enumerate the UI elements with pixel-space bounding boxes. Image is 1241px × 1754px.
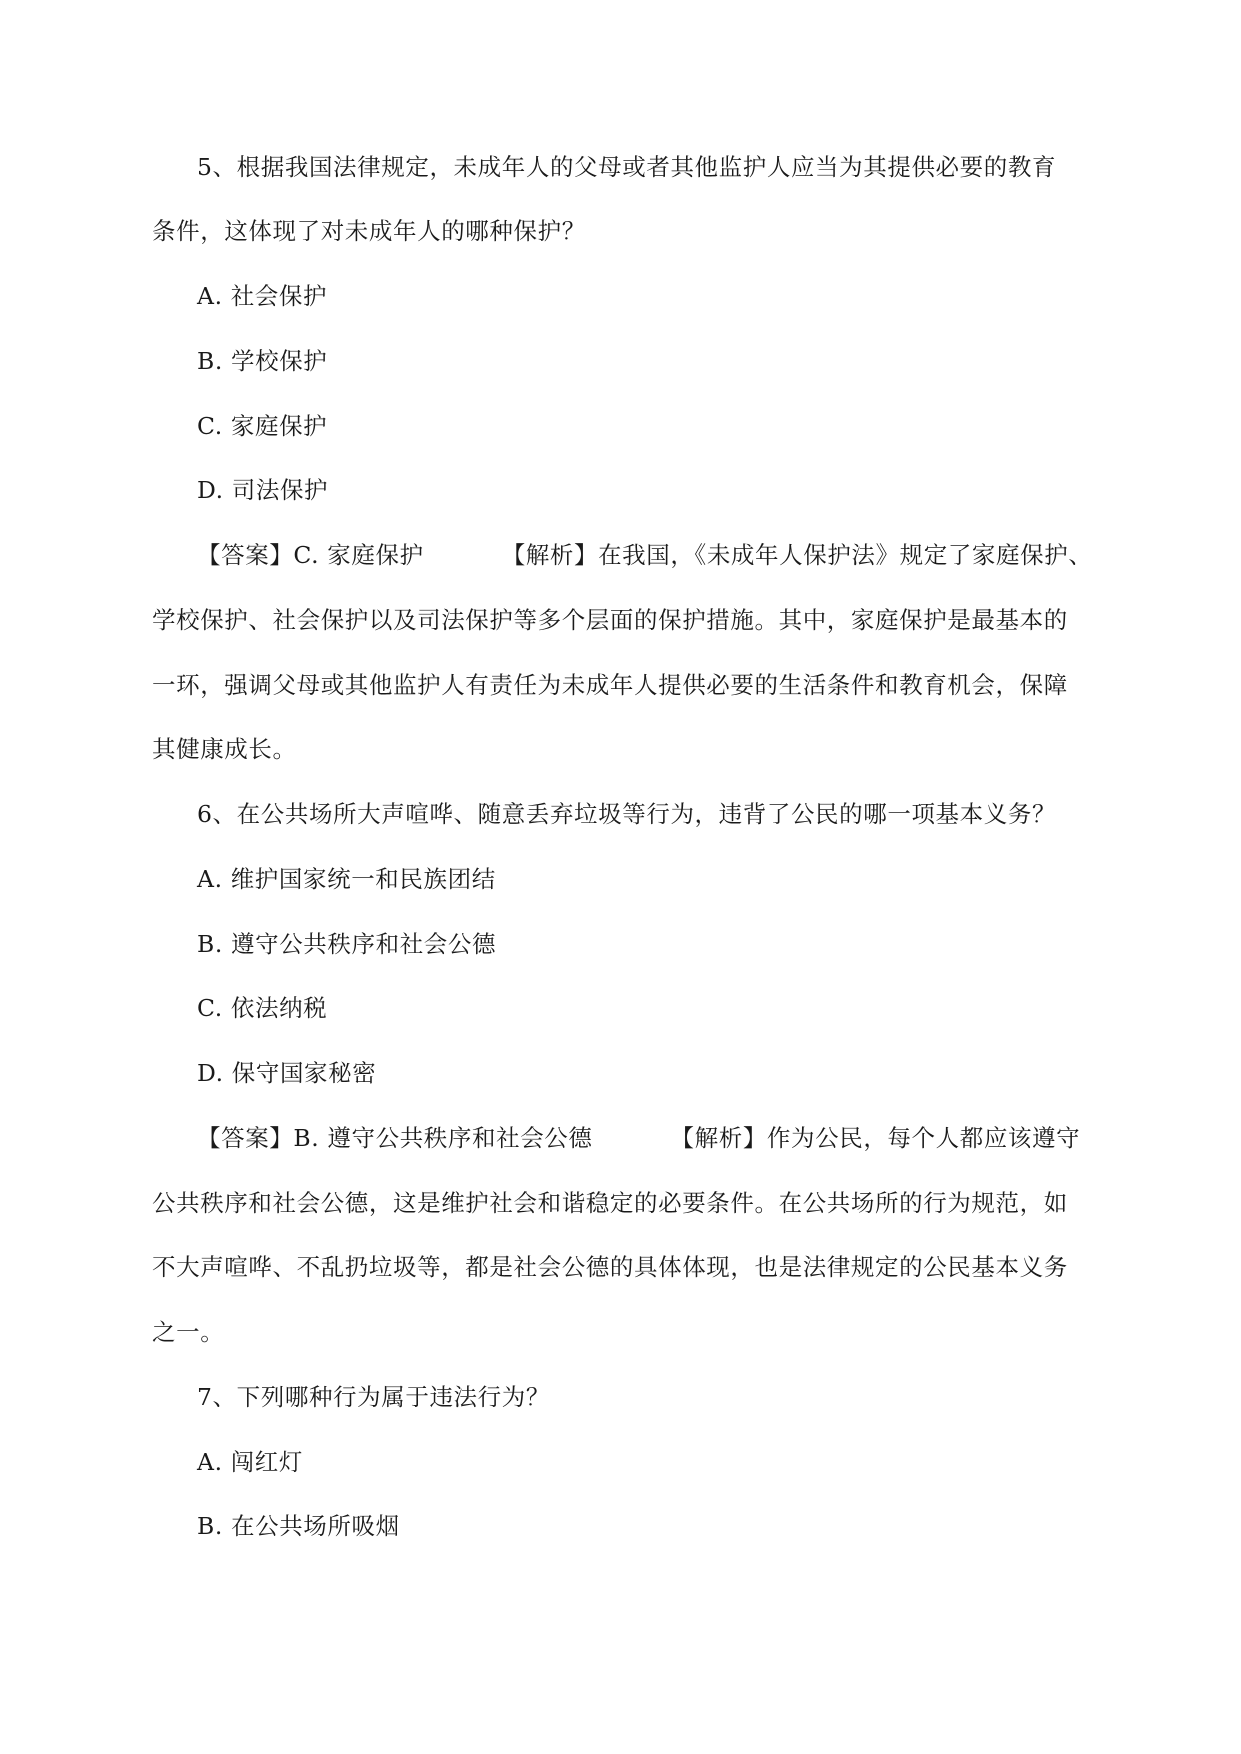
question-5-answer-line <box>197 540 1092 570</box>
question-7-option-a: A. 闯红灯 <box>197 1448 304 1476</box>
question-5-analysis-line-2: 学校保护、社会保护以及司法保护等多个层面的保护措施。其中，家庭保护是最基本的 <box>152 606 1068 634</box>
question-5-option-d: D. 司法保护 <box>197 476 329 504</box>
question-6-option-c: C. 依法纳税 <box>197 994 328 1022</box>
question-6-answer: 【答案】B. 遵守公共秩序和社会公德 <box>197 1124 593 1152</box>
question-5-option-a: A. 社会保护 <box>197 282 328 310</box>
question-5-analysis-line-3: 一环，强调父母或其他监护人有责任为未成年人提供必要的生活条件和教育机会，保障 <box>152 671 1068 699</box>
question-5-analysis-line-1: 【解析】在我国，《未成年人保护法》规定了家庭保护、 <box>501 541 1093 569</box>
question-7-stem-line-1: 7、下列哪种行为属于违法行为？ <box>197 1383 550 1411</box>
question-6-option-b: B. 遵守公共秩序和社会公德 <box>197 930 497 958</box>
question-5-analysis-line-4: 其健康成长。 <box>152 735 297 763</box>
question-6-analysis-line-1: 【解析】作为公民，每个人都应该遵守 <box>670 1124 1081 1152</box>
question-6-answer-line <box>197 1123 1080 1153</box>
question-6-analysis-line-2: 公共秩序和社会公德，这是维护社会和谐稳定的必要条件。在公共场所的行为规范，如 <box>152 1189 1068 1217</box>
question-6-analysis-line-4: 之一。 <box>152 1318 225 1346</box>
question-6-analysis-line-3: 不大声喧哗、不乱扔垃圾等，都是社会公德的具体体现，也是法律规定的公民基本义务 <box>152 1253 1068 1281</box>
question-5-option-c: C. 家庭保护 <box>197 412 328 440</box>
question-5-stem-line-1: 5、根据我国法律规定，未成年人的父母或者其他监护人应当为其提供必要的教育 <box>197 153 1057 181</box>
question-7-option-b: B. 在公共场所吸烟 <box>197 1512 400 1540</box>
question-5-stem-line-2: 条件，这体现了对未成年人的哪种保护？ <box>152 217 586 245</box>
question-6-option-d: D. 保守国家秘密 <box>197 1059 377 1087</box>
question-5-option-b: B. 学校保护 <box>197 347 328 375</box>
question-6-option-a: A. 维护国家统一和民族团结 <box>197 865 496 893</box>
question-5-answer: 【答案】C. 家庭保护 <box>197 541 424 569</box>
question-6-stem-line-1: 6、在公共场所大声喧哗、随意丢弃垃圾等行为，违背了公民的哪一项基本义务？ <box>197 800 1057 828</box>
